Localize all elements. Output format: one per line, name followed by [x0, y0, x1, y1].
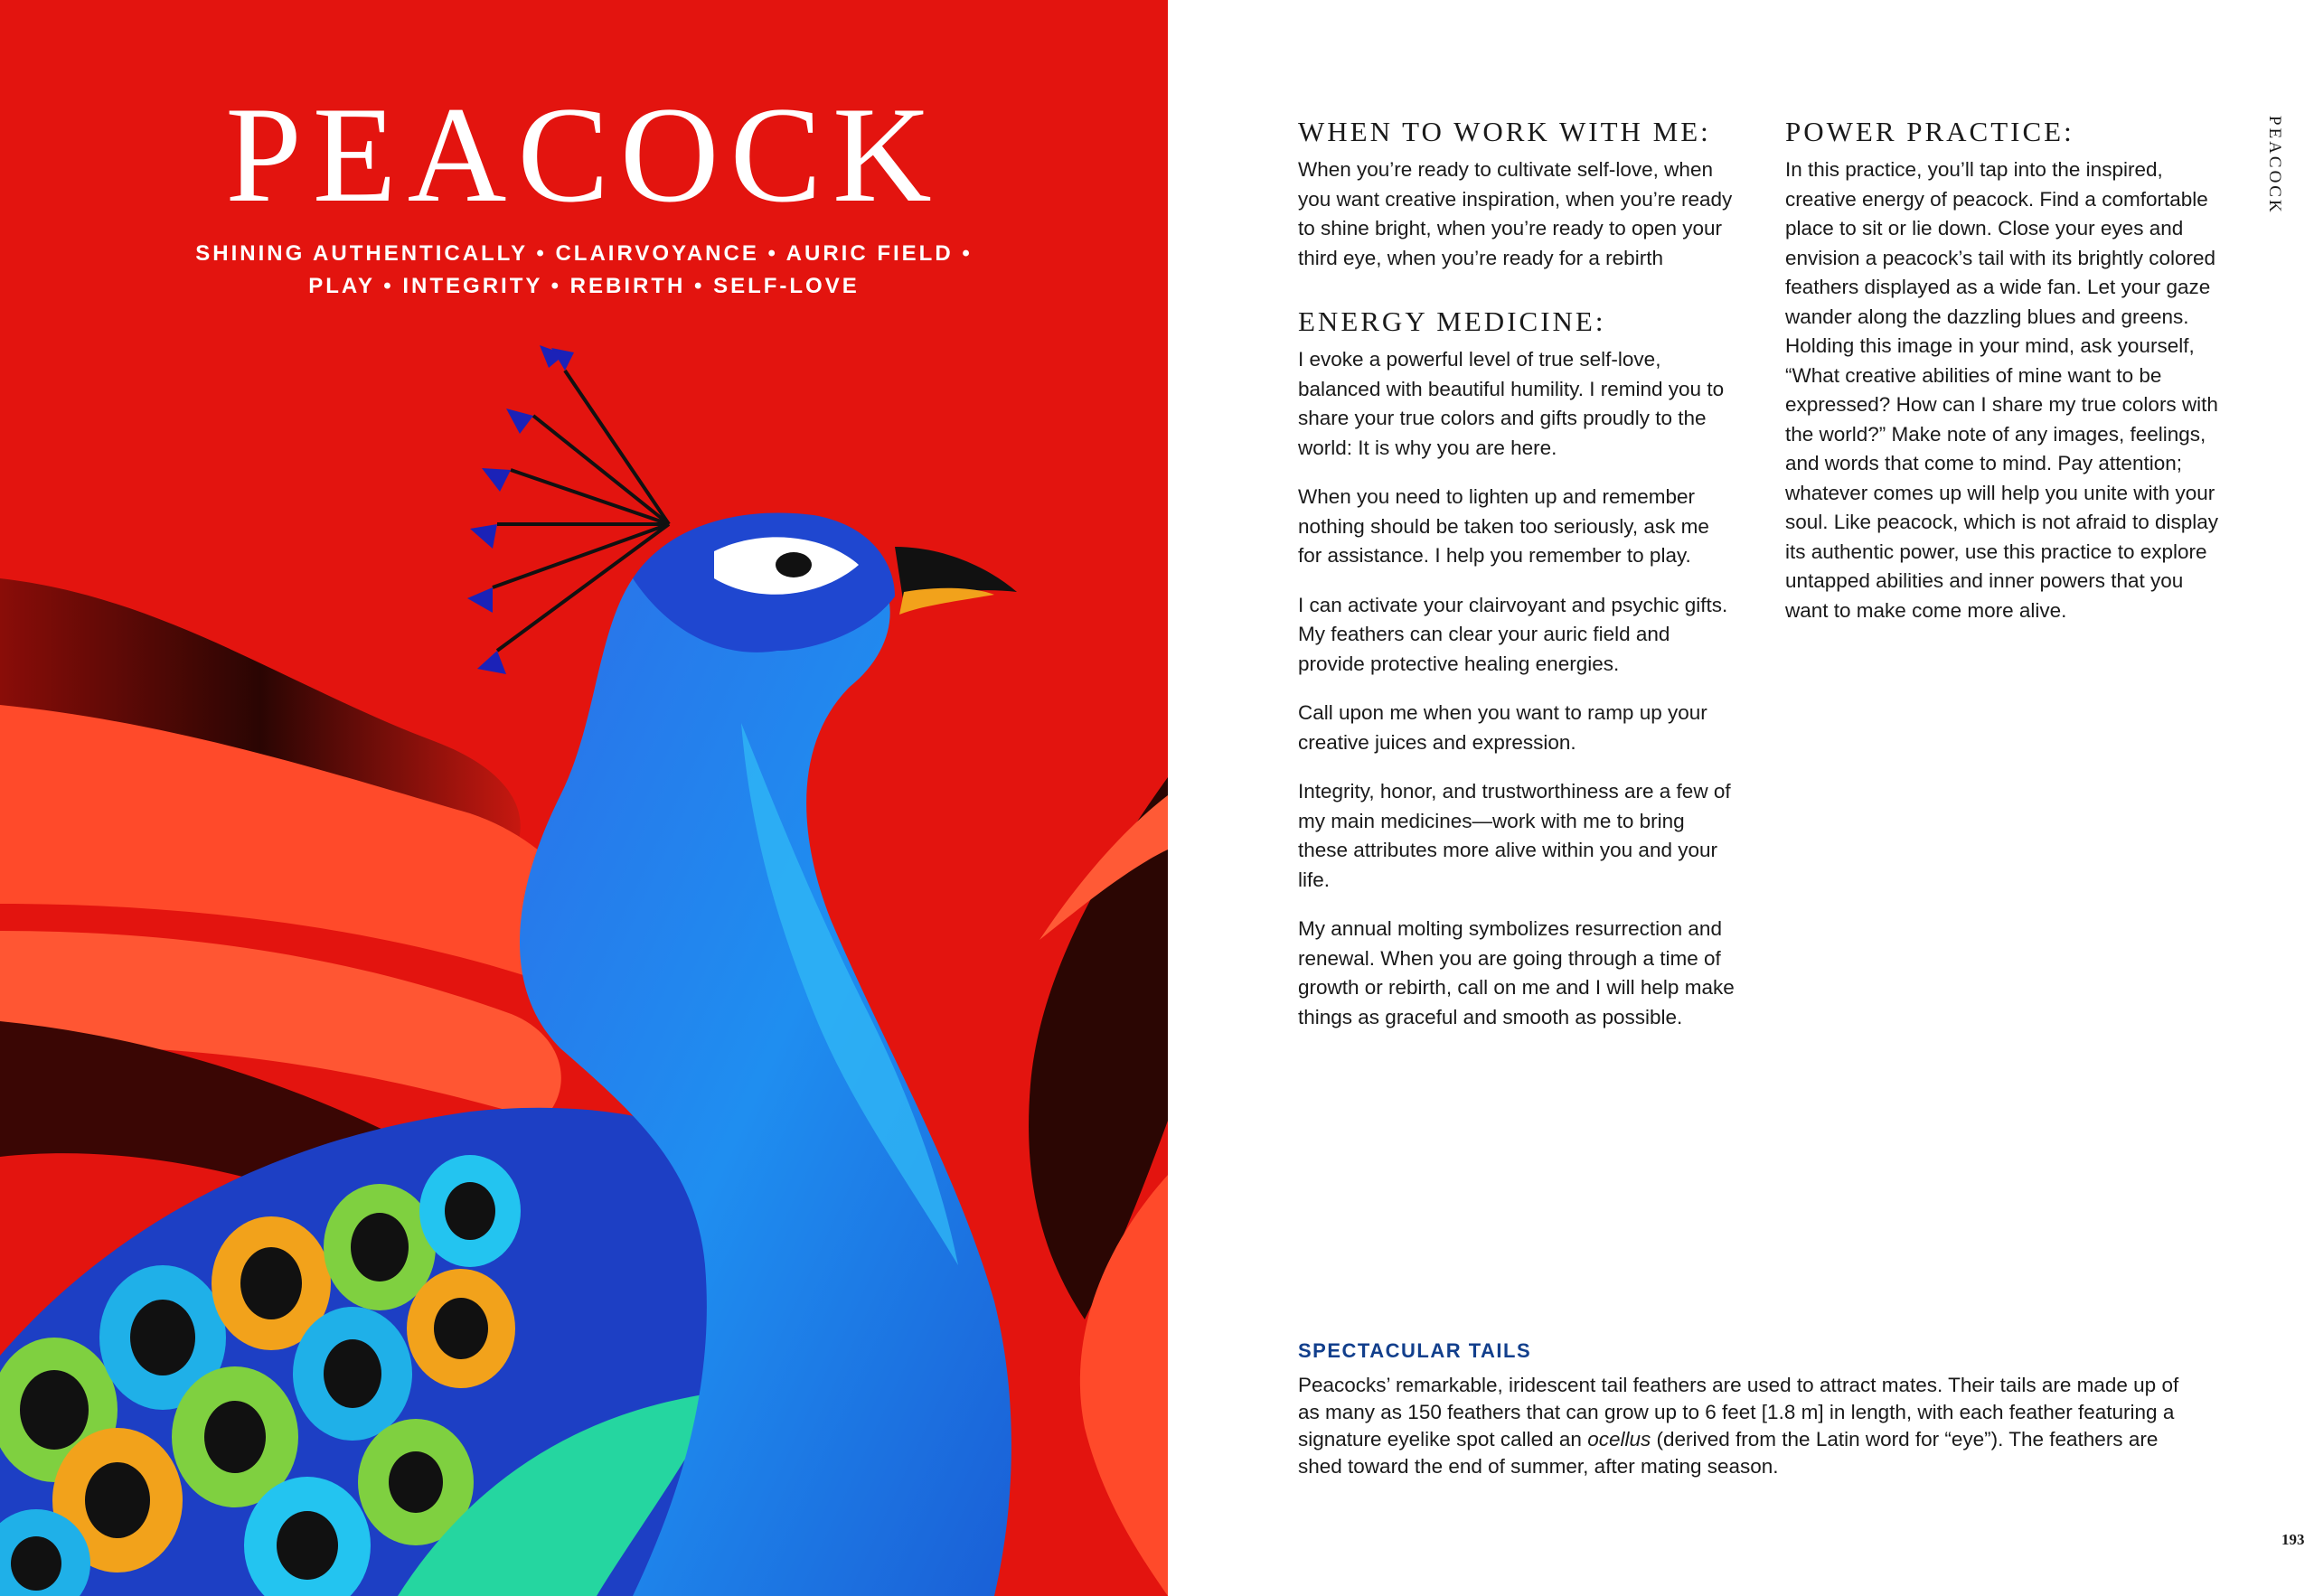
- sidebar-text-italic: ocellus: [1587, 1428, 1651, 1450]
- sidebar-box: [1298, 1339, 2202, 1480]
- sidebar-text: [1298, 1372, 2202, 1480]
- page-number: 193: [2281, 1531, 2305, 1548]
- energy-medicine-paragraph-6: My annual molting symbolizes resurrection and renewal. When you are going through a time of growth or rebirth, call on me and I will help make things as graceful and smooth as possible.: [1298, 917, 1735, 1028]
- right-page: [1168, 0, 2314, 1596]
- column-right: [1785, 116, 2228, 645]
- running-head: PEACOCK: [2265, 116, 2284, 215]
- crest-tips: [467, 345, 574, 674]
- page-title: PEACOCK: [225, 79, 943, 230]
- when-to-work-text: When you’re ready to cultivate self-love, when you want creative inspiration, when you’re ready to shine bright, when you’re ready to open your third eye, when you’re ready for a rebirth: [1298, 158, 1733, 269]
- energy-medicine-paragraph-1: I evoke a powerful level of true self-love, balanced with beautiful humility. I remind you to share your true colors and gifts proudly to the world: It is why you are here.: [1298, 348, 1725, 459]
- energy-medicine-paragraph-4: Call upon me when you want to ramp up your creative juices and expression.: [1298, 701, 1707, 754]
- power-practice-text: In this practice, you’ll tap into the inspired, creative energy of peacock. Find a comfortable place to sit or lie down. Close your eyes and envision a peacock’s tail with its brightly colored feathers displayed as a wide fan. Let your gaze wander along the dazzling blues and greens. Holding this image in your mind, ask yourself, “What creative abilities of mine want to be expressed? How can I share my true colors with the world?” Make note of any images, feelings, and words that come to mind. Pay attention; whatever comes up will help you unite with your soul. Like peacock, which is not afraid to display its authentic power, use this practice to explore untapped abilities and inner powers that you want to make come more alive.: [1785, 158, 2219, 622]
- keyword-list: [0, 238, 1168, 303]
- keywords-line-2: PLAY • INTEGRITY • REBIRTH • SELF-LOVE: [308, 274, 860, 298]
- energy-medicine-heading: ENERGY MEDICINE:: [1298, 305, 1606, 337]
- when-to-work-heading: WHEN TO WORK WITH ME:: [1298, 116, 1711, 147]
- energy-medicine-paragraph-2: When you need to lighten up and remember nothing should be taken too seriously, ask me for assistance. I help you remember to play.: [1298, 485, 1709, 567]
- sidebar-heading: SPECTACULAR TAILS: [1298, 1339, 1532, 1362]
- feather-scales: [0, 1155, 521, 1596]
- energy-medicine-paragraph-5: Integrity, honor, and trustworthiness are a few of my main medicines—work with me to bring these attributes more alive within you and your life.: [1298, 780, 1731, 891]
- beak-lower: [899, 588, 994, 615]
- sidebar-text-start: Peacocks’ remarkable, iridescent tail feathers are used to attract mates. Their tails are made up of as many as 150 feathers that can grow up to 6 feet [1.8 m] in length, with each feather featuring a signature eyelike spot called an: [1298, 1374, 2179, 1450]
- column-left: [1298, 116, 1736, 1052]
- eye: [776, 552, 812, 577]
- sidebar-text-end: (derived from the Latin word for “eye”). The feathers are shed toward the end of summer, after mating season.: [1298, 1428, 2159, 1478]
- power-practice-heading: POWER PRACTICE:: [1785, 116, 2074, 147]
- keywords-line-1: SHINING AUTHENTICALLY • CLAIRVOYANCE • AURIC FIELD •: [195, 241, 973, 266]
- energy-medicine-paragraph-3: I can activate your clairvoyant and psychic gifts. My feathers can clear your auric field and provide protective healing energies.: [1298, 593, 1728, 675]
